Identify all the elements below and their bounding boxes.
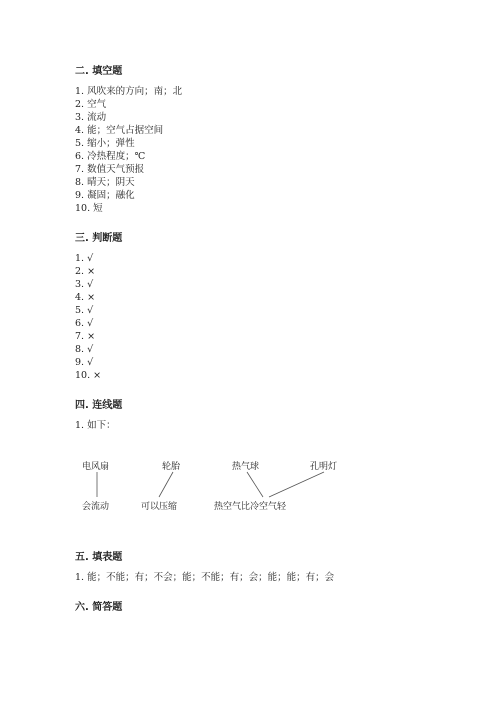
matching-intro: 1. 如下： [75, 420, 116, 431]
section-3-title: 三. 判断题 [75, 233, 123, 244]
matching-item: 轮胎 [162, 462, 181, 472]
connector-line [159, 472, 173, 497]
section-4-title: 四. 连线题 [75, 400, 123, 411]
answer-line: 4. 能；空气占据空间 [75, 125, 164, 136]
matching-item: 热空气比冷空气轻 [214, 502, 287, 512]
answer-line: 7. 数值天气预报 [75, 164, 145, 175]
answer-line: 1. √ [75, 253, 94, 264]
table-answer: 1. 能；不能；有；不会；能；不能；有；会；能；能；有；会 [75, 572, 335, 583]
answer-line: 4. × [75, 292, 96, 303]
matching-item: 会流动 [82, 502, 110, 512]
answer-line: 2. 空气 [75, 99, 107, 110]
answer-line: 3. √ [75, 279, 94, 290]
answer-line: 2. × [75, 266, 96, 277]
section-5-title: 五. 填表题 [75, 552, 123, 563]
matching-item: 孔明灯 [310, 462, 338, 472]
answer-line: 3. 流动 [75, 112, 107, 123]
answer-line: 9. √ [75, 357, 94, 368]
connector-line [269, 472, 324, 497]
answer-line: 7. × [75, 331, 96, 342]
answer-line: 6. √ [75, 318, 94, 329]
matching-item: 电风扇 [82, 462, 110, 472]
answer-line: 5. 缩小；弹性 [75, 138, 135, 149]
answer-line: 8. √ [75, 344, 94, 355]
answer-line: 6. 冷热程度；℃ [75, 151, 146, 162]
connector-line [247, 472, 263, 497]
section-2-title: 二. 填空题 [75, 66, 123, 77]
answer-line: 5. √ [75, 305, 94, 316]
matching-item: 可以压缩 [141, 502, 178, 512]
matching-item: 热气球 [232, 462, 260, 472]
answer-line: 9. 凝固；融化 [75, 190, 135, 201]
answer-line: 8. 晴天；阴天 [75, 177, 135, 188]
answer-line: 10. × [75, 370, 102, 381]
section-6-title: 六. 简答题 [75, 602, 123, 613]
answer-line: 10. 短 [75, 203, 103, 214]
answer-line: 1. 风吹来的方向；南；北 [75, 86, 183, 97]
